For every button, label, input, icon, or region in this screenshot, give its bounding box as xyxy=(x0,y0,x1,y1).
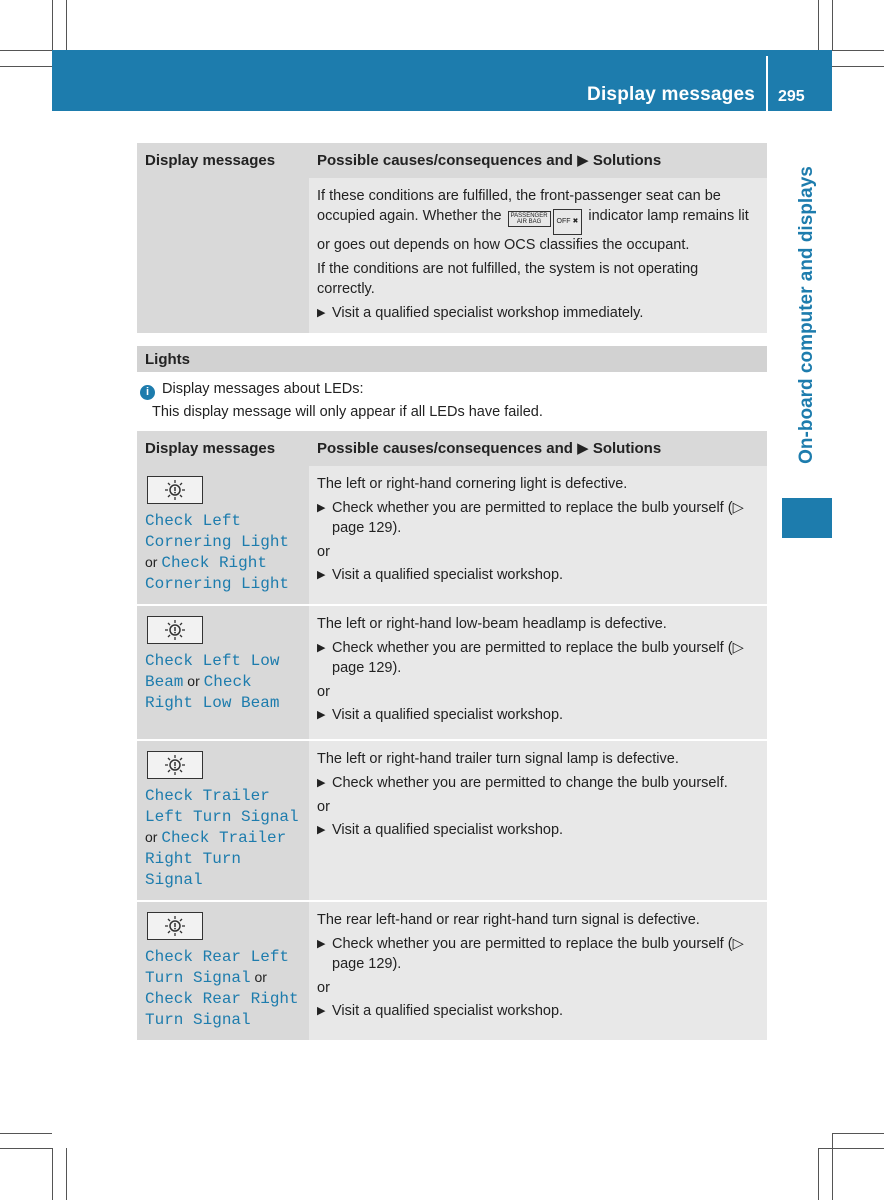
crop-mark xyxy=(818,1148,819,1200)
chapter-tab xyxy=(782,140,832,490)
display-message-text xyxy=(145,946,301,1030)
solution-step xyxy=(317,820,759,840)
column-header-messages: Display messages xyxy=(137,143,309,178)
info-text-detail: This display message will only appear if all LEDs have failed. xyxy=(152,404,543,420)
crop-mark xyxy=(0,66,52,67)
solution-text: Check whether you are permitted to replace the bulb yourself (▷ page 129). xyxy=(332,936,744,972)
page-header xyxy=(52,50,832,111)
crop-mark xyxy=(832,1133,884,1134)
crop-mark xyxy=(832,1133,833,1200)
message-code: Check Trailer Left Turn Signal xyxy=(145,787,299,826)
step-arrow-icon: ▶ xyxy=(317,938,326,950)
crop-mark xyxy=(832,66,884,67)
solution-step xyxy=(317,1001,759,1021)
section-heading-lights xyxy=(137,346,767,372)
info-note xyxy=(140,381,364,400)
cause-cell xyxy=(309,605,767,740)
message-code: Check Trailer Right Turn Signal xyxy=(145,829,287,889)
cause-paragraph: The left or right-hand cornering light is defective. xyxy=(317,476,628,492)
column-header-causes xyxy=(309,143,767,178)
table-row xyxy=(137,466,767,605)
chapter-marker xyxy=(782,498,832,538)
info-icon: i xyxy=(140,385,155,400)
column-header-causes-label: Possible causes/consequences and xyxy=(317,440,573,457)
message-cell xyxy=(137,740,309,901)
cause-text: If these conditions are fulfilled, the front-passenger seat can be occupied again. Whether the xyxy=(317,188,721,224)
crop-mark xyxy=(0,1133,52,1134)
crop-mark xyxy=(0,50,52,51)
step-arrow-icon: ▶ xyxy=(317,777,326,789)
icon-off-label: OFF xyxy=(556,218,571,225)
table-row xyxy=(137,178,767,334)
cause-text: indicator lamp remains lit or goes out depends on how OCS classifies the occupant. xyxy=(317,208,749,253)
step-arrow-icon: ▶ xyxy=(317,1005,326,1017)
step-arrow-icon: ▶ xyxy=(317,569,326,581)
bulb-warning-icon xyxy=(147,912,203,940)
message-code: Check Rear Right Turn Signal xyxy=(145,990,299,1029)
or-text: or xyxy=(317,684,330,700)
display-message-text xyxy=(145,785,301,890)
solution-step xyxy=(317,565,759,585)
bulb-warning-icon xyxy=(147,616,203,644)
message-cell xyxy=(137,466,309,605)
display-message-text xyxy=(145,650,301,713)
crop-mark xyxy=(818,0,819,50)
info-text: Display messages about LEDs: xyxy=(162,381,364,397)
cause-cell xyxy=(309,178,767,334)
solution-text: Check whether you are permitted to replace the bulb yourself (▷ page 129). xyxy=(332,500,744,536)
or-text: or xyxy=(317,980,330,996)
solution-text: Visit a qualified specialist workshop. xyxy=(332,567,564,583)
cause-cell xyxy=(309,901,767,1041)
table-row xyxy=(137,605,767,740)
message-code: Check Right Low Beam xyxy=(145,673,280,712)
table-row xyxy=(137,901,767,1041)
column-header-causes-label: Possible causes/consequences and xyxy=(317,152,573,169)
crop-mark xyxy=(832,50,884,51)
connector-text: or xyxy=(145,554,158,570)
cause-paragraph: If the conditions are not fulfilled, the system is not operating correctly. xyxy=(317,261,699,297)
solutions-arrow-icon: ▶ xyxy=(577,152,589,169)
step-arrow-icon: ▶ xyxy=(317,709,326,721)
connector-text: or xyxy=(187,673,200,689)
message-cell xyxy=(137,605,309,740)
step-arrow-icon: ▶ xyxy=(317,642,326,654)
connector-text: or xyxy=(145,829,158,845)
solution-text: Visit a qualified specialist workshop. xyxy=(332,707,564,723)
solutions-arrow-icon: ▶ xyxy=(577,440,589,457)
page-number: 295 xyxy=(778,88,805,105)
column-header-solutions-label: Solutions xyxy=(592,440,662,457)
solution-step xyxy=(317,705,759,725)
crop-mark xyxy=(818,1148,884,1149)
column-header-causes xyxy=(309,431,767,466)
crop-mark xyxy=(66,0,67,50)
crop-mark xyxy=(832,0,833,50)
crop-mark xyxy=(52,1148,53,1200)
bulb-warning-icon xyxy=(147,476,203,504)
cause-paragraph: The rear left-hand or rear right-hand turn signal is defective. xyxy=(317,912,700,928)
cause-paragraph: The left or right-hand trailer turn signal lamp is defective. xyxy=(317,751,679,767)
solution-step xyxy=(317,773,759,793)
solution-text: Visit a qualified specialist workshop. xyxy=(332,1003,564,1019)
step-arrow-icon: ▶ xyxy=(317,824,326,836)
step-arrow-icon: ▶ xyxy=(317,502,326,514)
step-arrow-icon: ▶ xyxy=(317,307,326,319)
solution-text: Visit a qualified specialist workshop immediately. xyxy=(332,305,644,321)
table-row xyxy=(137,740,767,901)
solution-text: Check whether you are permitted to replace the bulb yourself (▷ page 129). xyxy=(332,640,744,676)
solution-text: Visit a qualified specialist workshop. xyxy=(332,822,564,838)
section-title: Lights xyxy=(145,351,190,368)
message-cell xyxy=(137,178,309,334)
solution-text: Check whether you are permitted to change the bulb yourself. xyxy=(332,775,728,791)
passenger-airbag-icon: PASSENGER AIR BAG xyxy=(508,211,551,227)
message-cell xyxy=(137,901,309,1041)
passenger-airbag-off-icon: OFF ✖ xyxy=(553,209,583,235)
cause-cell xyxy=(309,466,767,605)
or-text: or xyxy=(317,544,330,560)
cause-paragraph xyxy=(317,186,759,255)
connector-text: or xyxy=(254,969,267,985)
lights-messages-table xyxy=(137,431,767,1042)
bulb-warning-icon xyxy=(147,751,203,779)
or-text: or xyxy=(317,799,330,815)
message-code: Check Left Low Beam xyxy=(145,652,280,691)
solution-step xyxy=(317,498,759,538)
solution-step xyxy=(317,638,759,678)
solution-step xyxy=(317,934,759,974)
header-divider xyxy=(766,56,768,111)
solution-step xyxy=(317,303,759,323)
crop-mark xyxy=(66,1148,67,1200)
cause-paragraph: The left or right-hand low-beam headlamp is defective. xyxy=(317,616,667,632)
message-code: Check Right Cornering Light xyxy=(145,554,290,593)
chapter-tab-label: On-board computer and displays xyxy=(796,166,817,464)
cause-cell xyxy=(309,740,767,901)
page-title: Display messages xyxy=(587,84,755,105)
display-messages-table-continued xyxy=(137,143,767,335)
message-code: Check Left Cornering Light xyxy=(145,512,290,551)
crop-mark xyxy=(0,1148,52,1149)
column-header-messages: Display messages xyxy=(137,431,309,466)
column-header-solutions-label: Solutions xyxy=(592,152,662,169)
display-message-text xyxy=(145,510,301,594)
message-code: Check Rear Left Turn Signal xyxy=(145,948,290,987)
crop-mark xyxy=(52,0,53,50)
